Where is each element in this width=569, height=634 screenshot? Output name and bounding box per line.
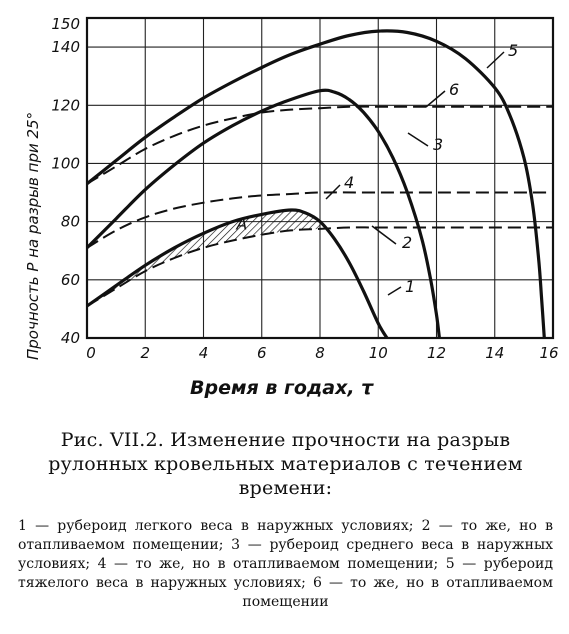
series-label-1: 1: [405, 277, 416, 296]
figure-caption-title: Рис. VII.2. Изменение прочности на разрыв рулонных кровельных материалов с течением времени:: [48, 429, 523, 499]
y-tick-label: 150: [51, 15, 80, 33]
series-leader-1: [388, 287, 401, 295]
x-tick-label: 2: [140, 344, 151, 362]
x-tick-label: 4: [198, 344, 209, 362]
y-tick-labels: [51, 15, 80, 347]
series-leader-2: [372, 226, 396, 244]
series-label-3: 3: [433, 135, 444, 154]
y-axis-title: Прочность P на разрыв при 25°: [24, 111, 42, 360]
figure-caption-legend: 1 — рубероид легкого веса в наружных условиях; 2 — то же, но в отапливаемом помещении; 3 — рубероид среднего веса в наружных условиях; 4 — то же, но в отапливаемом помещении; 5 — рубероид тяжелого веса в наружных условиях; 6 — то же, но в отапливаемом помещении: [18, 518, 553, 610]
series-label-6: 6: [449, 80, 460, 99]
series-label-4: 4: [344, 173, 355, 192]
x-tick-label: 8: [315, 344, 325, 362]
x-tick-label: 10: [368, 344, 388, 362]
x-tick-label: 14: [485, 344, 505, 362]
y-tick-label: 60: [60, 270, 80, 289]
series-leader-3: [408, 133, 428, 146]
series-label-2: 2: [402, 233, 413, 252]
y-tick-label: 120: [51, 96, 80, 115]
x-tick-label: 6: [256, 344, 267, 362]
y-tick-label: 40: [60, 329, 80, 347]
x-tick-label: 0: [86, 344, 96, 362]
series-label-5: 5: [508, 41, 519, 60]
annotation-label: A: [236, 214, 248, 234]
y-tick-label: 100: [51, 154, 80, 173]
x-axis-title: Время в годах, τ: [190, 377, 374, 399]
y-tick-label: 140: [51, 38, 80, 57]
series-line-5: [87, 31, 544, 338]
x-tick-label: 12: [426, 344, 447, 362]
x-tick-labels: [86, 344, 558, 362]
y-tick-label: 80: [60, 212, 80, 231]
series-leader-5: [487, 52, 504, 68]
x-tick-label: 16: [539, 344, 559, 362]
series-leader-6: [426, 91, 445, 107]
series-labels: [235, 41, 518, 296]
